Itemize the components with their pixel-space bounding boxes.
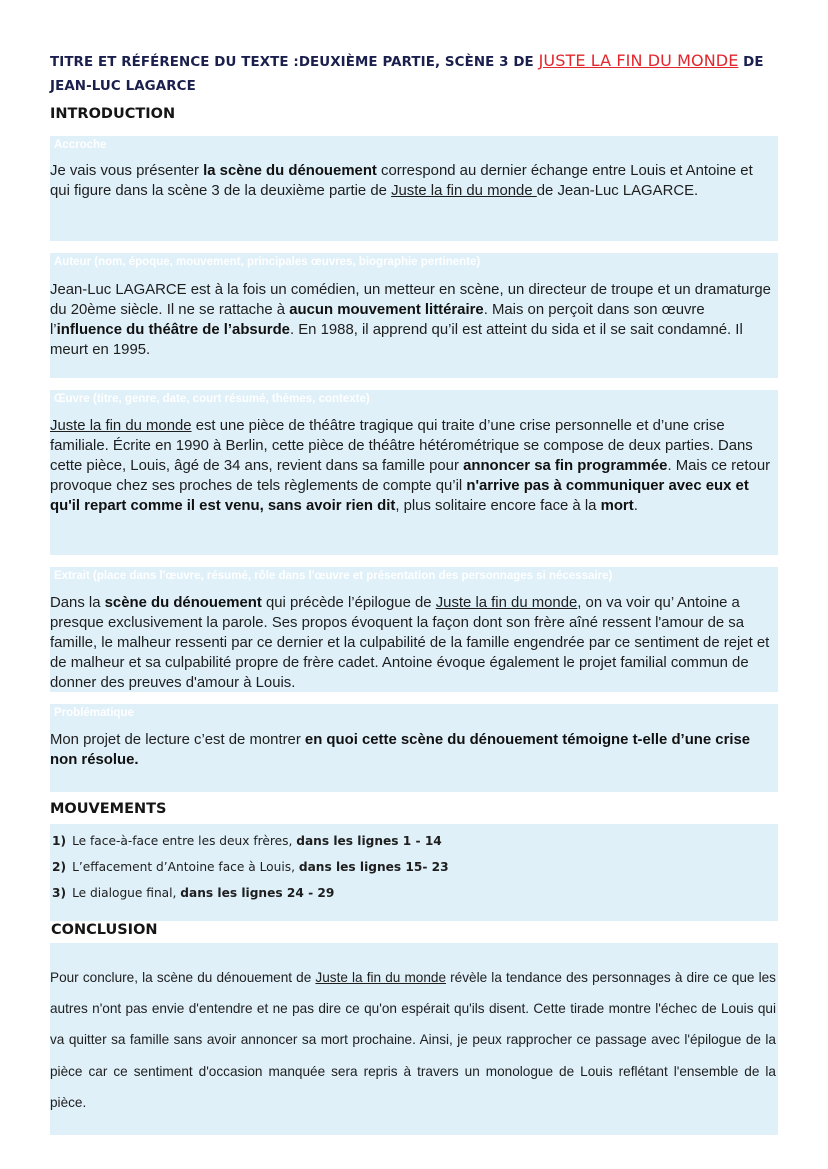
extrait-t3: , on va voir qu’ Antoine a presque exclusivement la parole. Ses propos évoquent la façon dont son frère aîné ressent l'amour de sa famille, le malheur ressenti par ce dernier et la culpabilité de la famille engendrée par ce sentiment de rejet et de malheur et sa culpabilité propre de frère cadet. Antoine évoque également le projet familial commun de donner des preuves d'amour à Louis. bbox=[50, 595, 770, 691]
extrait-label: Extrait (place dans l'œuvre, résumé, rôle dans l'œuvre et présentation des personnages si nécessaire) bbox=[54, 570, 613, 582]
auteur-b2: influence du théâtre de l’absurde bbox=[56, 321, 290, 338]
mouvement-range-2: dans les lignes 15- 23 bbox=[298, 860, 449, 874]
accroche-t1: Je vais vous présenter bbox=[50, 163, 204, 179]
oeuvre-label: Œuvre (titre, genre, date, court résumé, thèmes, contexte) bbox=[54, 393, 370, 405]
mouvements-heading: MOUVEMENTS bbox=[50, 801, 167, 817]
mouvement-text-1: Le face-à-face entre les deux frères, bbox=[72, 834, 297, 848]
accroche-box bbox=[50, 136, 778, 241]
extrait-b1: scène du dénouement bbox=[104, 595, 262, 611]
extrait-box bbox=[50, 567, 778, 692]
auteur-box bbox=[50, 253, 778, 378]
mouvements-box bbox=[50, 824, 778, 921]
accroche-work-title: Juste la fin du monde bbox=[391, 182, 537, 199]
introduction-heading: INTRODUCTION bbox=[50, 106, 176, 122]
title-author: JEAN-LUC LAGARCE bbox=[50, 79, 196, 94]
oeuvre-b3: mort bbox=[600, 497, 634, 514]
extrait-t1: Dans la bbox=[50, 595, 105, 611]
mouvement-text-3: Le dialogue final, bbox=[72, 886, 181, 900]
auteur-t2: . Mais on perçoit dans son œuvre l’ bbox=[50, 301, 705, 338]
mouvement-item-2 bbox=[52, 860, 449, 874]
conclusion-text bbox=[50, 962, 776, 1118]
problematique-text bbox=[50, 731, 772, 771]
conclusion-t1: Pour conclure, la scène du dénouement de bbox=[50, 970, 316, 985]
auteur-b1: aucun mouvement littéraire bbox=[289, 301, 484, 318]
oeuvre-b1: annoncer sa fin programmée bbox=[463, 457, 668, 474]
title-work: JUSTE LA FIN DU MONDE bbox=[538, 51, 739, 70]
mouvement-item-3 bbox=[52, 886, 334, 900]
accroche-b1: la scène du dénouement bbox=[203, 163, 377, 179]
extrait-text bbox=[50, 594, 772, 694]
auteur-label: Auteur (nom, époque, mouvement, principales œuvres, biographie pertinente) bbox=[54, 256, 481, 268]
extrait-work-title: Juste la fin du monde bbox=[435, 595, 578, 611]
accroche-label: Accroche bbox=[54, 139, 107, 151]
oeuvre-t1: est une pièce de théâtre tragique qui traite d’une crise personnelle et d’une crise familiale. Écrite en 1990 à Berlin, cette pièce de théâtre hétérométrique se compose de deux parties. Dans cette pièce, Louis, âgé de 34 ans, revient dans sa famille pour bbox=[50, 418, 753, 474]
title-suffix: DE bbox=[738, 55, 764, 70]
conclusion-work-title: Juste la fin du monde bbox=[315, 970, 447, 985]
problematique-t1: Mon projet de lecture c’est de montrer bbox=[50, 732, 305, 748]
oeuvre-text bbox=[50, 417, 772, 517]
mouvement-text-2: L’effacement d’Antoine face à Louis, bbox=[72, 860, 299, 874]
mouvement-num-3: 3) bbox=[52, 886, 67, 900]
mouvement-item-1 bbox=[52, 834, 442, 848]
oeuvre-t3: , plus solitaire encore face à la bbox=[395, 497, 601, 514]
extrait-t2: qui précède l’épilogue de bbox=[261, 595, 436, 611]
conclusion-t2: révèle la tendance des personnages à dire ce que les autres n'ont pas envie d'entendre et ne pas dire ce qu'on espérait qu'ils disent. Cette tirade montre l'échec de Louis qui va quitter sa famille sans avoir annoncer sa mort prochaine. Ainsi, je peux rapprocher ce passage avec l'épilogue de la pièce car ce sentiment d'occasion manquée sera repris à travers un monologue de Louis reflétant l'ensemble de la pièce. bbox=[50, 970, 776, 1110]
mouvement-range-1: dans les lignes 1 - 14 bbox=[296, 834, 442, 848]
accroche-t3: de Jean-Luc LAGARCE. bbox=[536, 182, 699, 199]
page-title bbox=[50, 49, 790, 99]
oeuvre-b2: n'arrive pas à communiquer avec eux et qu'il repart comme il est venu, sans avoir rien dit bbox=[50, 477, 749, 514]
oeuvre-t4: . bbox=[633, 497, 638, 514]
problematique-label: Problématique bbox=[54, 707, 134, 719]
title-prefix: TITRE ET RÉFÉRENCE DU TEXTE :DEUXIÈME PARTIE, SCÈNE 3 DE bbox=[50, 55, 539, 70]
oeuvre-work-title: Juste la fin du monde bbox=[50, 418, 192, 434]
problematique-box bbox=[50, 704, 778, 792]
auteur-t3: . En 1988, il apprend qu’il est atteint du sida et il se sait condamné. Il meurt en 1995. bbox=[50, 321, 743, 358]
mouvement-num-1: 1) bbox=[52, 834, 67, 848]
conclusion-heading: CONCLUSION bbox=[51, 922, 158, 938]
mouvement-range-3: dans les lignes 24 - 29 bbox=[180, 886, 335, 900]
accroche-text bbox=[50, 162, 772, 202]
auteur-text bbox=[50, 281, 772, 361]
mouvement-num-2: 2) bbox=[52, 860, 67, 874]
auteur-t1: Jean-Luc LAGARCE est à la fois un comédien, un metteur en scène, un directeur de troupe et un dramaturge du 20ème siècle. Il ne se rattache à bbox=[50, 282, 771, 318]
conclusion-box bbox=[50, 943, 778, 1135]
oeuvre-t2: . Mais ce retour provoque chez ses proches de tels règlements de compte qu’il bbox=[50, 457, 771, 494]
problematique-b1: en quoi cette scène du dénouement témoigne t-elle d’une crise non résolue. bbox=[50, 732, 751, 768]
accroche-t2: correspond au dernier échange entre Louis et Antoine et qui figure dans la scène 3 de la deuxième partie de bbox=[50, 163, 753, 199]
oeuvre-box bbox=[50, 390, 778, 555]
